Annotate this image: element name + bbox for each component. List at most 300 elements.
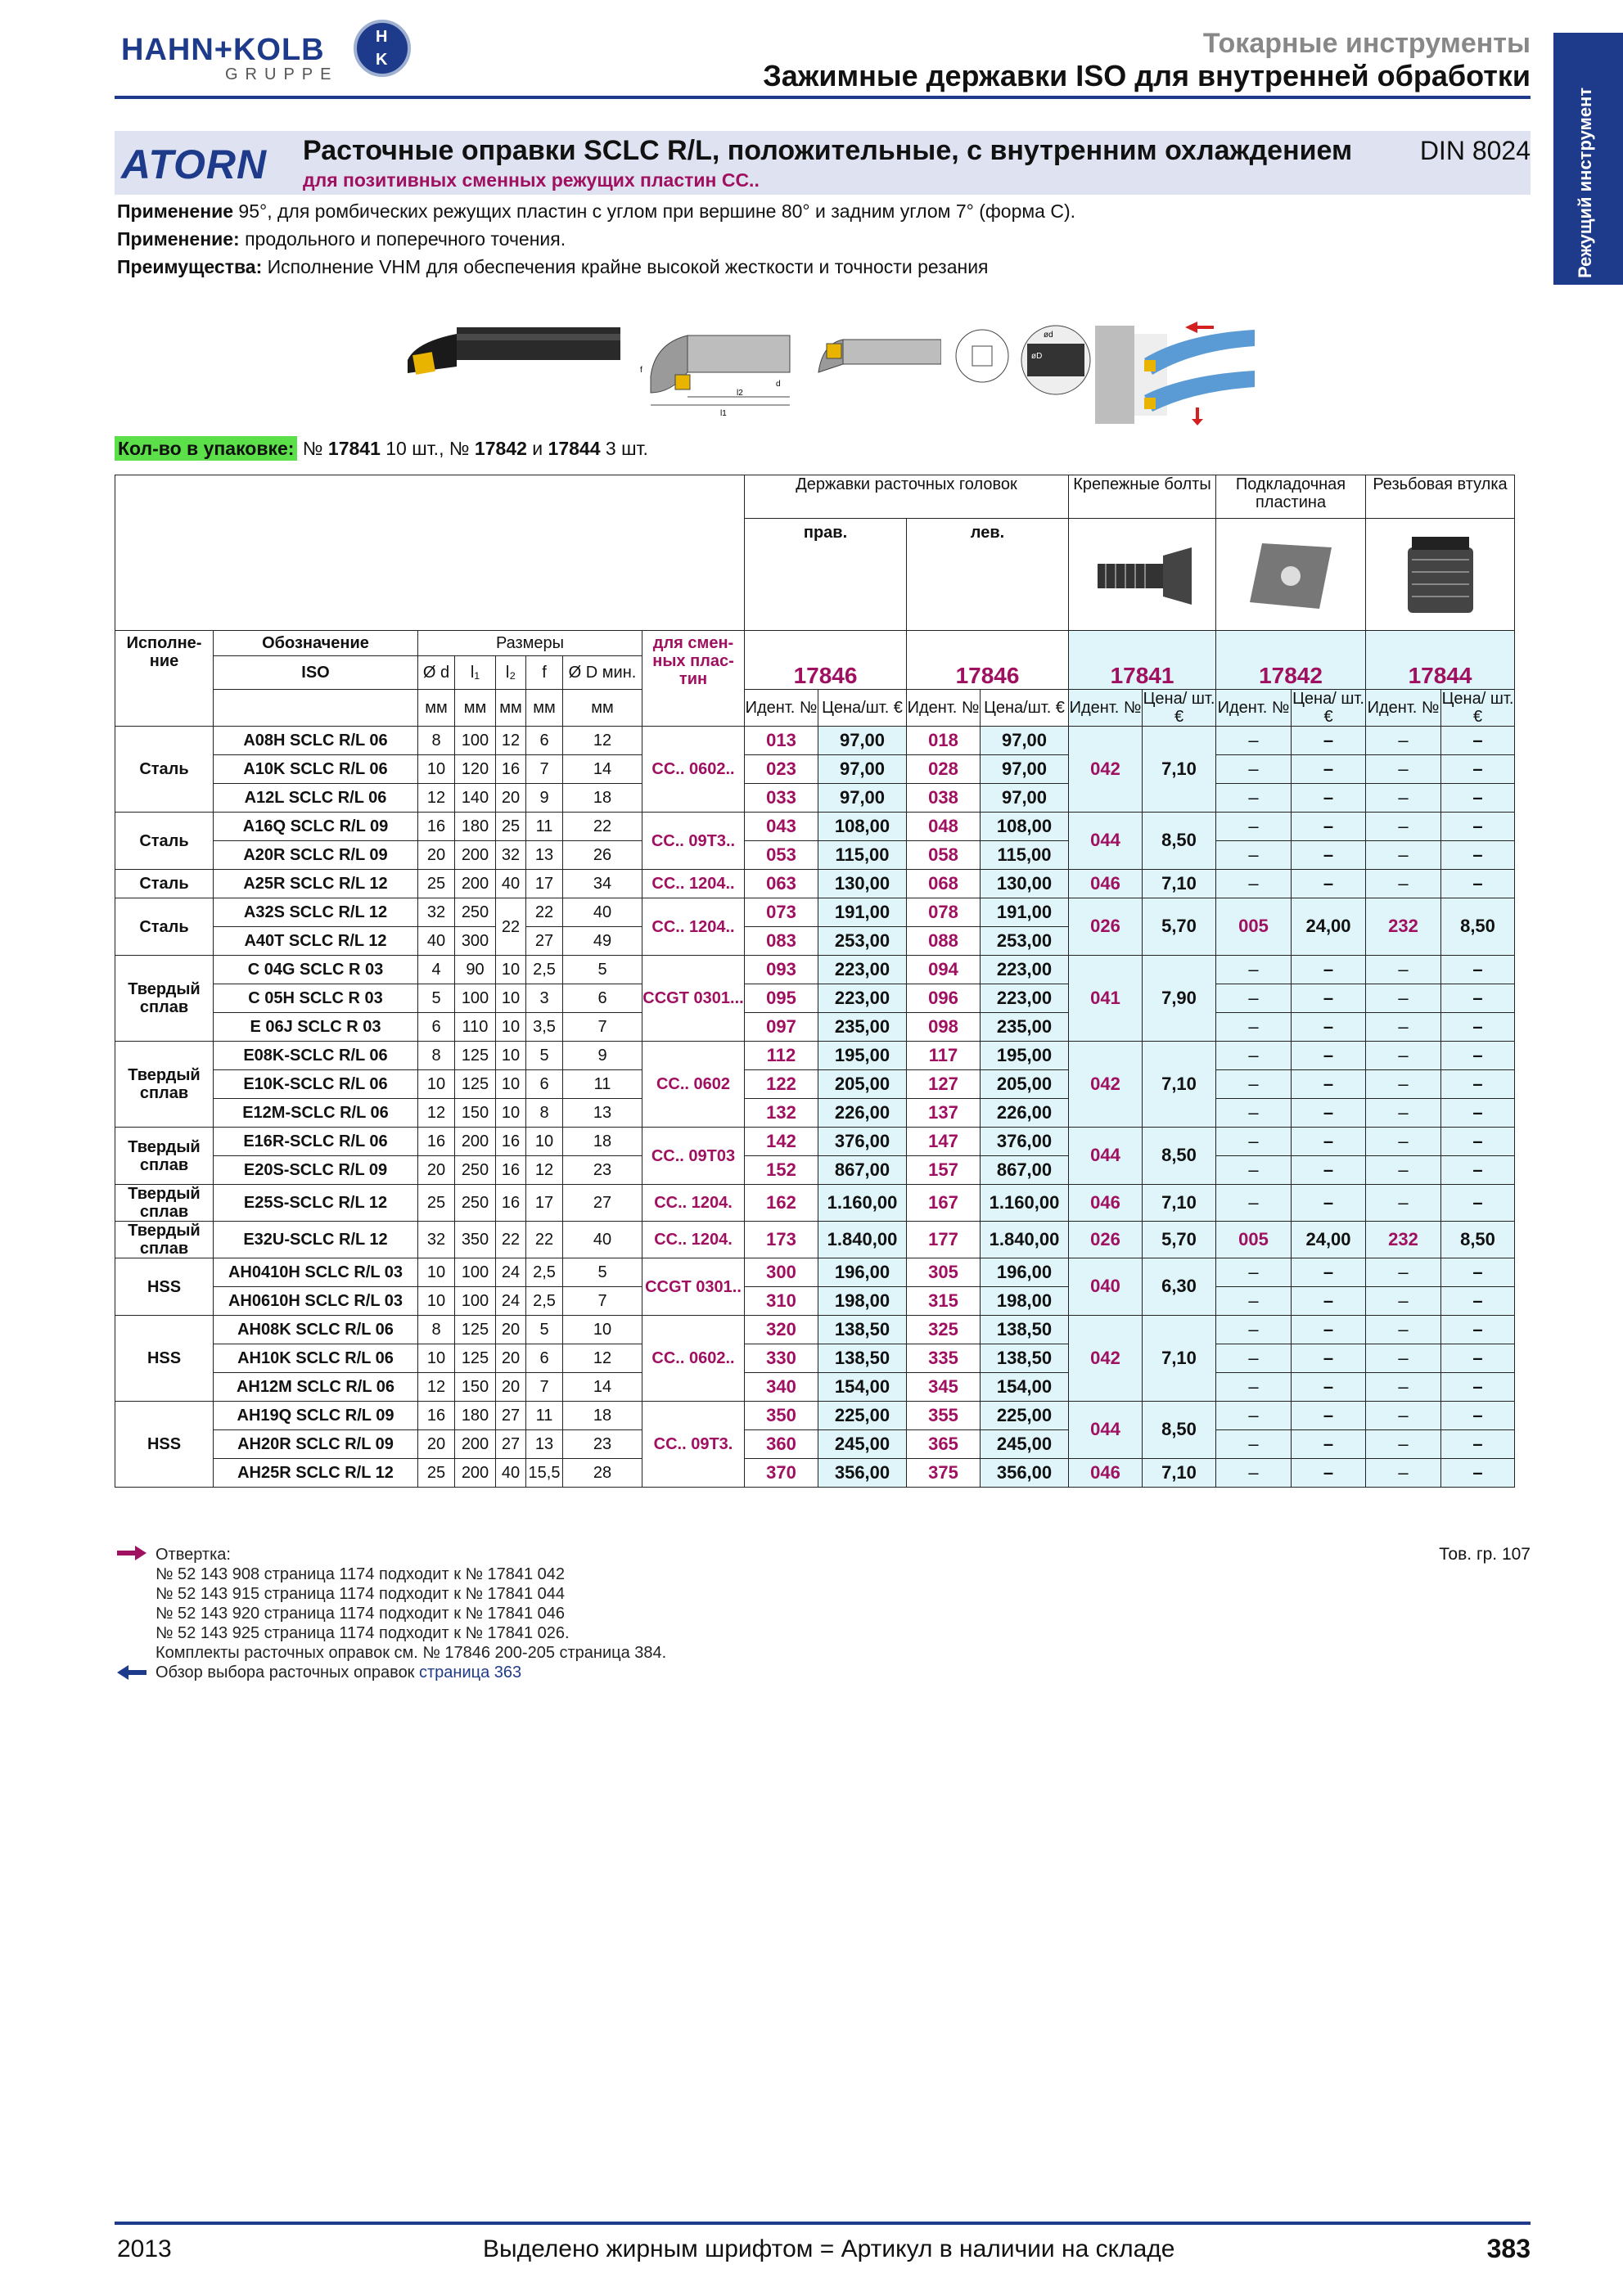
cell-price-sleeve: –: [1441, 784, 1515, 813]
cell-price-plate: –: [1292, 1258, 1366, 1287]
table-row: [115, 755, 1515, 784]
cell-inserts: CC.. 1204..: [642, 870, 745, 898]
cell-l1: 150: [455, 1099, 496, 1128]
cell-iso: C 04G SCLC R 03: [214, 956, 418, 984]
cell-d: 32: [418, 1222, 455, 1258]
cell-id-left: 167: [907, 1185, 981, 1222]
cross-section-drawing: [949, 319, 1097, 409]
cell-execution: Сталь: [115, 727, 214, 813]
cell-price-sleeve: –: [1441, 841, 1515, 870]
cell-f: 2,5: [526, 956, 563, 984]
cell-id-sleeve: –: [1366, 1185, 1441, 1222]
cell-l1: 200: [455, 841, 496, 870]
cell-id-sleeve: –: [1366, 755, 1441, 784]
cell-id-right: 330: [745, 1344, 818, 1373]
cell-inserts: CC.. 0602..: [642, 1316, 745, 1402]
cell-id-left: 335: [907, 1344, 981, 1373]
cell-price-plate: –: [1292, 1042, 1366, 1070]
cell-l2: 10: [496, 984, 526, 1013]
cell-id-bolt: 044: [1069, 813, 1143, 870]
cell-id-plate: –: [1216, 1459, 1292, 1488]
cell-id-right: 043: [745, 813, 818, 841]
cell-d: 32: [418, 898, 455, 927]
cell-id-left: 177: [907, 1222, 981, 1258]
cell-f: 2,5: [526, 1287, 563, 1316]
cell-d: 16: [418, 1128, 455, 1156]
cell-price-sleeve: 8,50: [1441, 1222, 1515, 1258]
cell-price-bolt: 8,50: [1143, 1402, 1216, 1459]
note-line: № 52 143 915 страница 1174 подходит к № 17841 044: [156, 1585, 566, 1603]
application-type-info: Применение: продольного и поперечного точения.: [117, 228, 566, 250]
unit-l2: мм: [496, 690, 526, 727]
cell-price-plate: 24,00: [1292, 1222, 1366, 1258]
cell-price-plate: 24,00: [1292, 898, 1366, 956]
cell-id-left: 018: [907, 727, 981, 755]
cell-inserts: CCGT 0301..: [642, 1258, 745, 1316]
cell-l1: 110: [455, 1013, 496, 1042]
h-price-bolt: Цена/ шт. €: [1143, 690, 1215, 726]
cell-iso: AH19Q SCLC R/L 09: [214, 1402, 418, 1430]
cell-price-left: 195,00: [981, 1042, 1069, 1070]
cell-price-right: 253,00: [818, 927, 907, 956]
header-left: лев.: [907, 519, 1069, 631]
cell-id-bolt: 044: [1069, 1128, 1143, 1185]
cell-id-left: 088: [907, 927, 981, 956]
table-row: [115, 1402, 1515, 1430]
cell-f: 17: [526, 870, 563, 898]
header-divider: [115, 96, 1531, 99]
cell-f: 7: [526, 755, 563, 784]
cell-execution: Твердый сплав: [115, 956, 214, 1042]
cell-Dmin: 6: [563, 984, 642, 1013]
cell-Dmin: 22: [563, 813, 642, 841]
table-row: [115, 898, 1515, 927]
side-section-tab[interactable]: [1553, 33, 1623, 285]
cell-price-right: 97,00: [818, 784, 907, 813]
cell-price-plate: –: [1292, 1128, 1366, 1156]
cell-price-sleeve: –: [1441, 1156, 1515, 1185]
brand-logo-text: HAHN+KOLB: [121, 33, 325, 67]
cell-id-plate: –: [1216, 1402, 1292, 1430]
h-id-bolt: Идент. №: [1069, 690, 1143, 727]
cell-price-left: 226,00: [981, 1099, 1069, 1128]
cell-price-left: 205,00: [981, 1070, 1069, 1099]
cell-Dmin: 14: [563, 1373, 642, 1402]
cell-id-plate: –: [1216, 755, 1292, 784]
col-l2: l₂: [496, 656, 526, 690]
cell-l2: 16: [496, 755, 526, 784]
cell-Dmin: 9: [563, 1042, 642, 1070]
cell-f: 5: [526, 1042, 563, 1070]
cell-iso: A12L SCLC R/L 06: [214, 784, 418, 813]
cell-d: 10: [418, 1070, 455, 1099]
cell-price-left: 245,00: [981, 1430, 1069, 1459]
table-row: [115, 1156, 1515, 1185]
cell-l2: 12: [496, 727, 526, 755]
cell-price-left: 196,00: [981, 1258, 1069, 1287]
cell-price-sleeve: –: [1441, 1344, 1515, 1373]
cell-id-left: 038: [907, 784, 981, 813]
cell-id-sleeve: –: [1366, 1013, 1441, 1042]
cell-id-plate: 005: [1216, 1222, 1292, 1258]
product-table: [115, 475, 1515, 1488]
cell-f: 22: [526, 898, 563, 927]
overview-link[interactable]: страница 363: [419, 1663, 522, 1681]
cell-id-left: 098: [907, 1013, 981, 1042]
header-blank: [115, 475, 745, 631]
cell-inserts: CC.. 09T3..: [642, 813, 745, 870]
table-row: [115, 1128, 1515, 1156]
cell-price-sleeve: –: [1441, 1258, 1515, 1287]
cell-f: 2,5: [526, 1258, 563, 1287]
cell-price-right: 97,00: [818, 727, 907, 755]
col-dimensions: Размеры: [418, 631, 642, 656]
cell-iso: A25R SCLC R/L 12: [214, 870, 418, 898]
cell-l2: 16: [496, 1185, 526, 1222]
cell-price-plate: –: [1292, 1287, 1366, 1316]
notes-block: [156, 1545, 666, 1682]
h-id-left: Идент. №: [907, 690, 981, 727]
cell-inserts: CC.. 0602: [642, 1042, 745, 1128]
table-row: [115, 1258, 1515, 1287]
cell-d: 25: [418, 1459, 455, 1488]
svg-text:l2: l2: [737, 389, 743, 398]
boring-bar-photo: [408, 319, 622, 385]
category-title: Токарные инструменты: [1202, 28, 1531, 59]
cell-iso: C 05H SCLC R 03: [214, 984, 418, 1013]
cell-id-plate: –: [1216, 813, 1292, 841]
cell-Dmin: 10: [563, 1316, 642, 1344]
cell-iso: AH0410H SCLC R/L 03: [214, 1258, 418, 1287]
cell-id-bolt: 046: [1069, 1185, 1143, 1222]
h-price-left: Цена/шт. €: [981, 690, 1069, 727]
cell-price-right: 1.160,00: [818, 1185, 907, 1222]
cell-iso: E20S-SCLC R/L 09: [214, 1156, 418, 1185]
brand-emblem-icon: H K: [354, 20, 411, 77]
cell-l2: 20: [496, 1373, 526, 1402]
cell-Dmin: 27: [563, 1185, 642, 1222]
cell-id-sleeve: –: [1366, 1373, 1441, 1402]
cell-id-bolt: 044: [1069, 1402, 1143, 1459]
cell-f: 6: [526, 727, 563, 755]
cell-id-bolt: 041: [1069, 956, 1143, 1042]
cell-f: 11: [526, 813, 563, 841]
cell-l1: 180: [455, 1402, 496, 1430]
note-line: № 52 143 920 страница 1174 подходит к № 17841 046: [156, 1605, 566, 1623]
cell-price-left: 138,50: [981, 1316, 1069, 1344]
cell-price-plate: –: [1292, 1316, 1366, 1344]
cell-d: 25: [418, 870, 455, 898]
cell-iso: A20R SCLC R/L 09: [214, 841, 418, 870]
cell-id-right: 095: [745, 984, 818, 1013]
cell-id-right: 340: [745, 1373, 818, 1402]
cell-l2: 20: [496, 1344, 526, 1373]
cell-price-left: 356,00: [981, 1459, 1069, 1488]
cell-l2: 22: [496, 1222, 526, 1258]
cell-l2: 27: [496, 1402, 526, 1430]
cell-price-left: 115,00: [981, 841, 1069, 870]
cell-price-left: 235,00: [981, 1013, 1069, 1042]
cell-l1: 100: [455, 727, 496, 755]
shim-plate-icon: [1229, 527, 1352, 617]
cell-price-plate: –: [1292, 1070, 1366, 1099]
art-left: 17846: [907, 631, 1069, 690]
cell-l2: 10: [496, 956, 526, 984]
cell-price-plate: –: [1292, 1373, 1366, 1402]
cell-price-bolt: 7,10: [1143, 870, 1216, 898]
cell-price-plate: –: [1292, 1344, 1366, 1373]
table-row: [115, 1185, 1515, 1222]
cell-id-right: 360: [745, 1430, 818, 1459]
cell-price-sleeve: –: [1441, 984, 1515, 1013]
note-line: № 52 143 925 страница 1174 подходит к № 17841 026.: [156, 1624, 570, 1642]
col-execution: Исполне-ние: [115, 631, 214, 727]
cell-f: 15,5: [526, 1459, 563, 1488]
cell-d: 8: [418, 1042, 455, 1070]
col-d: Ø d: [418, 656, 455, 690]
cell-id-left: 117: [907, 1042, 981, 1070]
cell-price-left: 223,00: [981, 956, 1069, 984]
h-id-right: Идент. №: [745, 690, 818, 727]
cell-price-bolt: 7,10: [1143, 1459, 1216, 1488]
h-id-sleeve: Идент. №: [1366, 690, 1441, 727]
cell-l1: 250: [455, 1185, 496, 1222]
cell-Dmin: 5: [563, 956, 642, 984]
cell-id-sleeve: –: [1366, 727, 1441, 755]
cell-price-right: 108,00: [818, 813, 907, 841]
cell-Dmin: 12: [563, 1344, 642, 1373]
svg-text:ød: ød: [1044, 331, 1053, 340]
cell-id-bolt: 042: [1069, 727, 1143, 813]
cell-d: 16: [418, 1402, 455, 1430]
cell-inserts: CC.. 0602..: [642, 727, 745, 813]
cell-id-plate: –: [1216, 841, 1292, 870]
cell-d: 6: [418, 1013, 455, 1042]
cell-id-plate: –: [1216, 1316, 1292, 1344]
cell-price-sleeve: –: [1441, 1185, 1515, 1222]
cell-iso: A40T SCLC R/L 12: [214, 927, 418, 956]
subcategory-title: Зажимные державки ISO для внутренней обработки: [763, 59, 1531, 92]
art-plate: 17842: [1216, 631, 1366, 690]
cell-d: 10: [418, 1258, 455, 1287]
cell-f: 5: [526, 1316, 563, 1344]
cell-price-right: 130,00: [818, 870, 907, 898]
cell-f: 8: [526, 1099, 563, 1128]
cell-Dmin: 40: [563, 898, 642, 927]
cell-inserts: CC.. 1204..: [642, 898, 745, 956]
cell-f: 22: [526, 1222, 563, 1258]
cell-id-sleeve: –: [1366, 1128, 1441, 1156]
cell-price-right: 226,00: [818, 1099, 907, 1128]
cell-id-sleeve: –: [1366, 1316, 1441, 1344]
cell-id-right: 142: [745, 1128, 818, 1156]
table-row: [115, 1287, 1515, 1316]
cell-id-left: 345: [907, 1373, 981, 1402]
cell-id-left: 137: [907, 1099, 981, 1128]
cell-id-sleeve: –: [1366, 1430, 1441, 1459]
cell-id-right: 053: [745, 841, 818, 870]
cell-price-bolt: 8,50: [1143, 813, 1216, 870]
cell-Dmin: 7: [563, 1287, 642, 1316]
holder-side-view: [810, 323, 941, 389]
cell-l2: 16: [496, 1128, 526, 1156]
cell-price-right: 138,50: [818, 1344, 907, 1373]
table-row: [115, 1344, 1515, 1373]
cell-l2: 10: [496, 1013, 526, 1042]
cell-d: 40: [418, 927, 455, 956]
cell-l1: 120: [455, 755, 496, 784]
svg-text:øD: øD: [1031, 352, 1043, 361]
h-price-right: Цена/шт. €: [818, 690, 907, 727]
cell-price-sleeve: –: [1441, 1316, 1515, 1344]
bolt-icon: [1081, 527, 1204, 617]
unit-f: мм: [526, 690, 563, 727]
cell-id-bolt: 046: [1069, 870, 1143, 898]
svg-text:d: d: [776, 380, 781, 389]
cell-inserts: CC.. 1204.: [642, 1185, 745, 1222]
cell-id-left: 058: [907, 841, 981, 870]
note-line: № 52 143 908 страница 1174 подходит к № 17841 042: [156, 1565, 566, 1583]
cell-l2: 16: [496, 1156, 526, 1185]
cell-price-right: 225,00: [818, 1402, 907, 1430]
cell-id-left: 305: [907, 1258, 981, 1287]
cell-Dmin: 49: [563, 927, 642, 956]
cell-id-plate: –: [1216, 1344, 1292, 1373]
brand-subtitle: GRUPPE: [225, 65, 339, 83]
cell-id-sleeve: –: [1366, 1402, 1441, 1430]
h-id-plate: Идент. №: [1216, 690, 1292, 727]
cell-price-sleeve: –: [1441, 870, 1515, 898]
cell-price-left: 130,00: [981, 870, 1069, 898]
cell-id-sleeve: –: [1366, 1156, 1441, 1185]
cell-execution: Сталь: [115, 813, 214, 870]
cell-d: 20: [418, 841, 455, 870]
h-price-plate: Цена/ шт. €: [1292, 690, 1364, 726]
cell-price-right: 97,00: [818, 755, 907, 784]
cell-l2: 24: [496, 1258, 526, 1287]
cell-f: 7: [526, 1373, 563, 1402]
cell-l2: 25: [496, 813, 526, 841]
col-l1: l₁: [455, 656, 496, 690]
cell-price-sleeve: –: [1441, 727, 1515, 755]
cell-d: 20: [418, 1430, 455, 1459]
cell-execution: Твердый сплав: [115, 1128, 214, 1185]
cell-execution: Сталь: [115, 870, 214, 898]
cell-l2: 10: [496, 1042, 526, 1070]
product-group: Тов. гр. 107: [1439, 1545, 1531, 1564]
cell-iso: AH0610H SCLC R/L 03: [214, 1287, 418, 1316]
cell-id-right: 122: [745, 1070, 818, 1099]
cell-price-left: 97,00: [981, 784, 1069, 813]
header-bolts: Крепежные болты: [1069, 475, 1216, 519]
cell-price-sleeve: –: [1441, 1430, 1515, 1459]
unit-d: мм: [418, 690, 455, 727]
cell-price-right: 115,00: [818, 841, 907, 870]
table-row: [115, 1070, 1515, 1099]
cell-l1: 200: [455, 1128, 496, 1156]
cell-execution: Сталь: [115, 898, 214, 956]
art-sleeve: 17844: [1366, 631, 1515, 690]
cell-price-plate: –: [1292, 1013, 1366, 1042]
table-row: [115, 813, 1515, 841]
cell-Dmin: 18: [563, 784, 642, 813]
cell-iso: A32S SCLC R/L 12: [214, 898, 418, 927]
header-right: прав.: [745, 519, 907, 631]
cell-price-sleeve: –: [1441, 813, 1515, 841]
cell-execution: HSS: [115, 1402, 214, 1488]
cell-id-bolt: 042: [1069, 1042, 1143, 1128]
cell-id-sleeve: –: [1366, 1258, 1441, 1287]
cell-Dmin: 13: [563, 1099, 642, 1128]
table-row: [115, 1222, 1515, 1258]
cell-iso: A16Q SCLC R/L 09: [214, 813, 418, 841]
cell-id-left: 127: [907, 1070, 981, 1099]
cell-Dmin: 23: [563, 1430, 642, 1459]
cell-l2: 10: [496, 1070, 526, 1099]
cell-id-left: 375: [907, 1459, 981, 1488]
cell-inserts: CC.. 09T03: [642, 1128, 745, 1185]
cell-Dmin: 40: [563, 1222, 642, 1258]
cell-iso: E08K-SCLC R/L 06: [214, 1042, 418, 1070]
header-plate: Подкладочная пластина: [1216, 475, 1366, 519]
cell-price-bolt: 5,70: [1143, 898, 1216, 956]
art-right: 17846: [745, 631, 907, 690]
cell-price-left: 138,50: [981, 1344, 1069, 1373]
cell-iso: A08H SCLC R/L 06: [214, 727, 418, 755]
cell-price-bolt: 5,70: [1143, 1222, 1216, 1258]
cell-id-plate: –: [1216, 984, 1292, 1013]
cell-l1: 250: [455, 898, 496, 927]
cell-id-right: 370: [745, 1459, 818, 1488]
table-row: [115, 870, 1515, 898]
cell-price-right: 867,00: [818, 1156, 907, 1185]
cell-id-plate: –: [1216, 1373, 1292, 1402]
cell-id-left: 094: [907, 956, 981, 984]
cell-id-plate: –: [1216, 784, 1292, 813]
cell-l1: 200: [455, 1459, 496, 1488]
cell-inserts: CC.. 1204.: [642, 1222, 745, 1258]
cell-id-right: 320: [745, 1316, 818, 1344]
cell-iso: AH10K SCLC R/L 06: [214, 1344, 418, 1373]
cell-id-plate: –: [1216, 1099, 1292, 1128]
cell-price-right: 198,00: [818, 1287, 907, 1316]
footer-year: 2013: [117, 2235, 172, 2262]
note-screwdriver: Отвертка:: [156, 1546, 231, 1564]
cell-d: 10: [418, 1287, 455, 1316]
cell-id-right: 310: [745, 1287, 818, 1316]
cell-id-sleeve: –: [1366, 784, 1441, 813]
cell-id-plate: –: [1216, 1070, 1292, 1099]
cell-d: 12: [418, 1099, 455, 1128]
cell-id-left: 315: [907, 1287, 981, 1316]
cell-price-plate: –: [1292, 870, 1366, 898]
cell-l1: 180: [455, 813, 496, 841]
cell-execution: Твердый сплав: [115, 1042, 214, 1128]
cell-price-sleeve: 8,50: [1441, 898, 1515, 956]
cell-price-sleeve: –: [1441, 1013, 1515, 1042]
cell-id-sleeve: –: [1366, 870, 1441, 898]
cell-price-left: 1.160,00: [981, 1185, 1069, 1222]
cell-id-left: 078: [907, 898, 981, 927]
cell-f: 10: [526, 1128, 563, 1156]
cell-l2: 40: [496, 870, 526, 898]
arrow-left-icon: [117, 1665, 147, 1680]
cell-id-plate: –: [1216, 1042, 1292, 1070]
cell-l1: 150: [455, 1373, 496, 1402]
footer-note: Выделено жирным шрифтом = Артикул в наличии на складе: [483, 2235, 1175, 2262]
cell-d: 25: [418, 1185, 455, 1222]
plate-image: [1216, 519, 1366, 631]
